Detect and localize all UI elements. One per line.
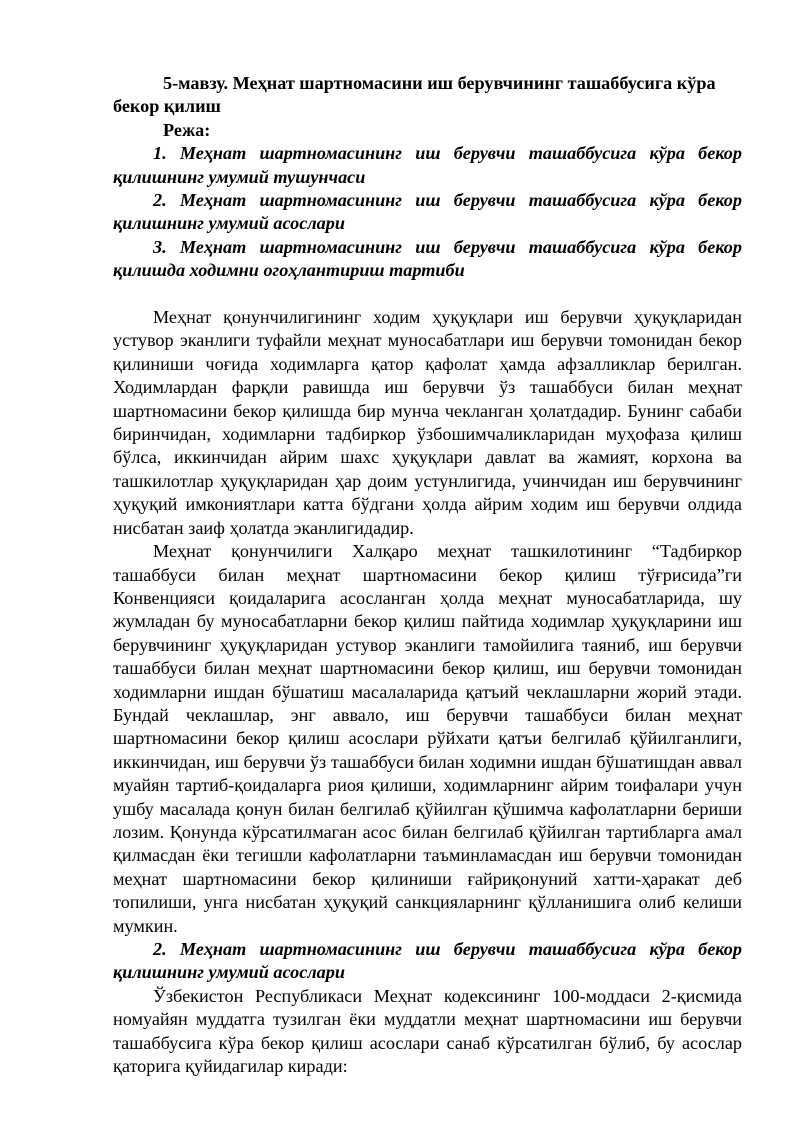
body-paragraph-2: Меҳнат қонунчилиги Халқаро меҳнат ташкилотининг “Тадбиркор ташаббуси билан меҳнат шартномасини бекор қилиш тўғрисида”ги Конвенцияси қоидаларига асосланган ҳолда меҳнат муносабатларида, шу жумладан бу муносабатларни бекор қилиш пайтида ходимлар ҳуқуқларини иш берувчининг ҳуқуқларидан устувор эканлиги тамойилига таяниб, иш берувчи ташаббуси билан меҳнат шартномасини бекор қилиш, иш берувчи томонидан ходимларни ишдан бўшатиш масалаларида қатъий чеклашларни жорий этади. Бундай чеклашлар, энг аввало, иш берувчи ташаббуси билан меҳнат шартномасини бекор қилиш асослари рўйхати қатъи белгилаб қўйилганлиги, иккинчидан, иш берувчи ўз ташаббуси билан ходимни ишдан бўшатишдан аввал муайян тартиб-қоидаларга риоя қилиши, ходимларнинг айрим тоифалари учун ушбу масалада қонун билан белгилаб қўйилган қўшимча кафолатларни бериши лозим. Қонунда кўрсатилмаган асос билан белгилаб қўйилган тартибларга амал қилмасдан ёки тегишли кафолатларни таъминламасдан иш берувчи томонидан меҳнат шартномасини бекор қилиниши ғайриқонуний хатти-ҳаракат деб топилиши, унга нисбатан ҳуқуқий санкцияларнинг қўлланишига олиб келиши мумкин.: [113, 541, 742, 936]
plan-item-3: 3. Меҳнат шартномасининг иш берувчи ташаббусига кўра бекор қилишда ходимни огоҳлантириш тартиби: [113, 236, 742, 281]
section-heading: 2. Меҳнат шартномасининг иш берувчи ташаббусига кўра бекор қилишнинг умумий асослари: [113, 939, 742, 983]
document-title: 5-мавзу. Меҳнат шартномасини иш берувчининг ташаббусига кўра бекор қилиш: [113, 73, 716, 117]
body-paragraph-3: Ўзбекистон Республикаси Меҳнат кодексининг 100-моддаси 2-қисмида номуайян муддатга тузилган ёки муддатли меҳнат шартномасини иш берувчи ташаббусига кўра бекор қилиш асослари санаб кўрсатилган бўлиб, бу асослар қаторига қуйидагилар киради:: [113, 985, 742, 1077]
blank-line: [113, 283, 742, 306]
plan-heading: Режа:: [163, 119, 211, 140]
plan-item-1: 1. Меҳнат шартномасининг иш берувчи ташаббусига кўра бекор қилишнинг умумий тушунчаси: [113, 143, 742, 187]
document-page: [113, 72, 742, 1078]
plan-item-2: 2. Меҳнат шартномасининг иш берувчи ташаббусига кўра бекор қилишнинг умумий асослари: [113, 190, 742, 234]
body-paragraph-1: Меҳнат қонунчилигининг ходим ҳуқуқлари иш берувчи ҳуқуқларидан устувор эканлиги туфайли меҳнат муносабатлари иш берувчи томонидан бекор қилиниши чоғида ходимларга қатор қафолат ҳамда афзалликлар берилган. Ходимлардан фарқли равишда иш берувчи ўз ташаббуси билан меҳнат шартномасини бекор қилишда бир мунча чекланган ҳолатдадир. Бунинг сабаби биринчидан, ходимларни тадбиркор ўзбошимчаликларидан муҳофаза қилиш бўлса, иккинчидан айрим шахс ҳуқуқлари давлат ва жамият, корхона ва ташкилотлар ҳуқуқларидан ҳар доим устунлигида, учинчидан иш берувчининг ҳуқуқий имкониятлари катта бўдгани ҳолда айрим ходим иш берувчи олдида нисбатан заиф ҳолатда эканлигидадир.: [113, 307, 742, 538]
